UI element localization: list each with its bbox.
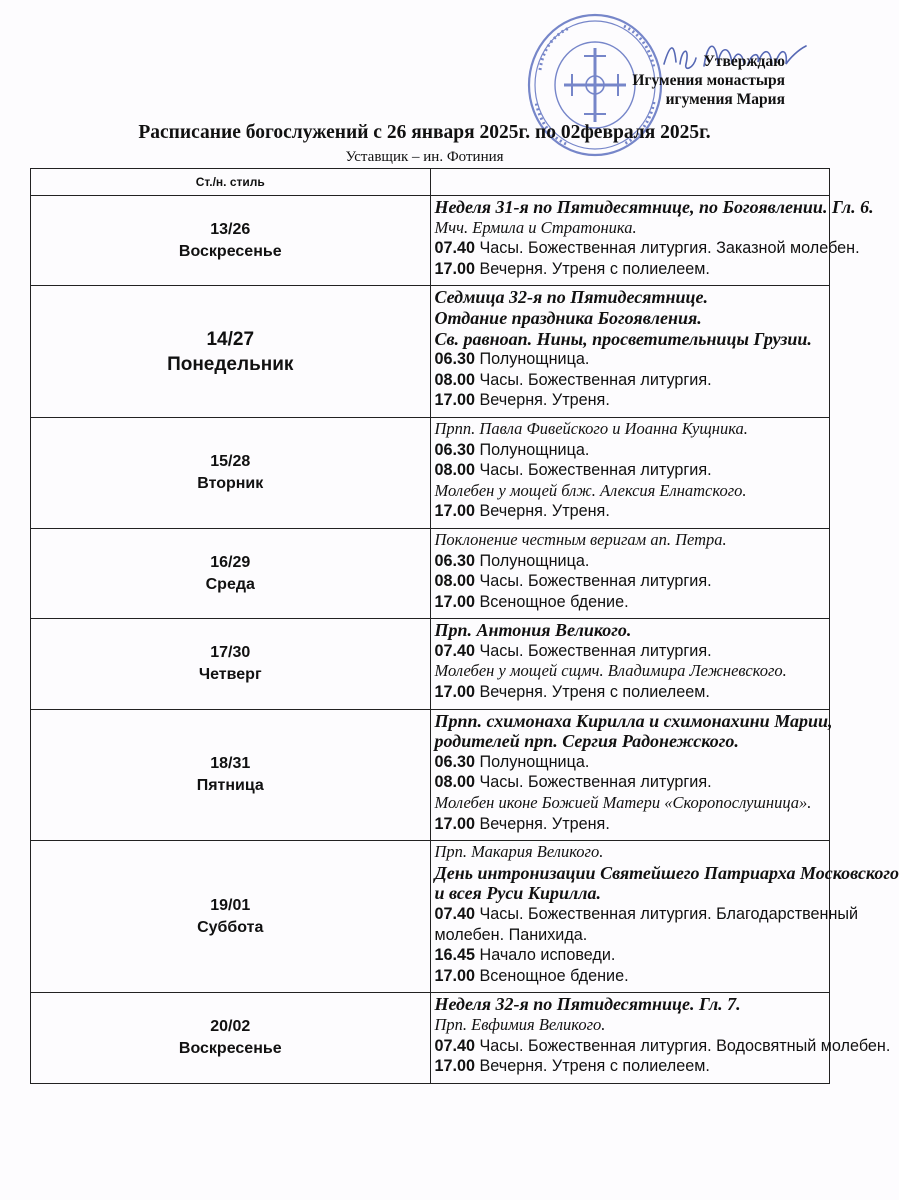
service-line — [435, 460, 830, 481]
service-text: Часы. Божественная литургия. — [475, 370, 712, 389]
day-date: 18/31 — [210, 754, 251, 772]
approval-line-3: игумения Мария — [665, 91, 785, 108]
day-cell — [31, 528, 431, 618]
service-time: 06.30 — [434, 350, 476, 369]
feast-line: и всея Руси Кирилла. — [434, 883, 602, 904]
page-subtitle: Уставщик – ин. Фотиния — [345, 149, 504, 165]
approval-line-1: Утверждаю — [703, 53, 785, 70]
day-weekday: Понедельник — [167, 353, 294, 375]
service-text: Часы. Божественная литургия. — [475, 641, 712, 660]
schedule-table — [30, 168, 899, 1084]
feast-line: Молебен у мощей блж. Алексия Елнатского. — [434, 480, 747, 500]
day-weekday: Пятница — [196, 776, 264, 794]
service-time: 06.30 — [434, 551, 476, 570]
service-time: 17.00 — [434, 814, 476, 833]
feast-line: Поклонение честным веригам ап. Петра. — [434, 529, 727, 549]
service-time: 08.00 — [434, 572, 476, 591]
service-time: 06.30 — [434, 440, 476, 459]
feast-line: Прп. Макария Великого. — [434, 842, 604, 862]
service-time: 07.40 — [434, 239, 476, 258]
service-text: Всенощное бдение. — [475, 966, 629, 985]
service-text: Часы. Божественная литургия. — [475, 461, 712, 480]
day-weekday: Суббота — [197, 918, 264, 936]
service-text: Полунощница. — [475, 350, 590, 369]
approval-line-2: Игумения монастыря — [632, 72, 785, 89]
service-line — [434, 1036, 891, 1057]
table-row — [31, 286, 830, 418]
day-date: 19/01 — [210, 896, 251, 914]
feast-line: День интронизации Святейшего Патриарха Московского — [434, 862, 899, 883]
service-text: Полунощница. — [475, 440, 590, 459]
service-line — [435, 370, 830, 391]
feast-line: Молебен иконе Божией Матери «Скоропослушница». — [434, 793, 812, 813]
approval-block — [632, 52, 785, 109]
feast-line: Св. равноап. Нины, просветительницы Грузии. — [434, 328, 812, 349]
services-cell — [430, 417, 830, 528]
service-text: Часы. Божественная литургия. — [475, 572, 712, 591]
day-weekday: Вторник — [197, 474, 264, 492]
service-time: 06.30 — [434, 752, 476, 771]
service-line — [435, 1056, 830, 1077]
table-row — [31, 196, 830, 286]
service-time: 17.00 — [434, 966, 476, 985]
service-time: 17.00 — [434, 502, 476, 521]
service-text: Вечерня. Утреня с полиелеем. — [475, 683, 710, 702]
services-cell — [430, 528, 830, 618]
service-text: Вечерня. Утреня. — [475, 502, 610, 521]
service-text: Вечерня. Утреня с полиелеем. — [475, 1057, 710, 1076]
service-time: 08.00 — [434, 461, 476, 480]
services-cell — [430, 286, 830, 418]
service-text: Начало исповеди. — [475, 946, 616, 965]
day-cell — [31, 196, 431, 286]
day-date: 17/30 — [210, 643, 251, 661]
page-title: Расписание богослужений с 26 января 2025г. по 02февраля 2025г. — [138, 122, 711, 143]
services-cell — [430, 196, 874, 286]
service-line — [435, 772, 830, 793]
service-line — [435, 814, 830, 835]
service-line — [435, 752, 830, 773]
service-time: 17.00 — [434, 592, 476, 611]
service-line — [435, 390, 830, 411]
feast-line: Седмица 32-я по Пятидесятнице. — [434, 287, 708, 308]
service-time: 16.45 — [434, 946, 476, 965]
service-text: Вечерня. Утреня. — [475, 814, 610, 833]
services-cell — [430, 619, 830, 709]
service-line — [435, 259, 830, 280]
table-row — [31, 993, 830, 1083]
services-cell — [430, 709, 833, 841]
service-time: 08.00 — [434, 773, 476, 792]
service-time: 07.40 — [434, 1036, 476, 1055]
service-time: 17.00 — [434, 1057, 476, 1076]
service-text: Часы. Божественная литургия. — [475, 773, 712, 792]
service-line — [434, 904, 859, 925]
feast-line: Мчч. Ермила и Стратоника. — [434, 217, 637, 237]
services-cell — [430, 993, 891, 1083]
feast-line: Прпп. Павла Фивейского и Иоанна Кущника. — [434, 418, 748, 438]
service-time: 17.00 — [434, 259, 476, 278]
service-line — [435, 440, 830, 461]
feast-line: Прпп. схимонаха Кирилла и схимонахини Марии, — [434, 710, 833, 731]
service-text: Часы. Божественная литургия. Водосвятный молебен. — [475, 1036, 891, 1055]
service-time: 17.00 — [434, 683, 476, 702]
service-text: Всенощное бдение. — [475, 592, 629, 611]
day-date: 14/27 — [206, 328, 255, 350]
service-time: 07.40 — [434, 905, 476, 923]
service-line — [435, 966, 830, 987]
service-line — [435, 682, 830, 703]
service-line — [435, 551, 830, 572]
day-date: 20/02 — [210, 1018, 251, 1036]
service-time: 07.40 — [434, 641, 476, 660]
day-cell — [31, 841, 431, 993]
feast-line: Прп. Евфимия Великого. — [434, 1014, 606, 1034]
day-weekday: Среда — [205, 575, 255, 593]
day-date: 13/26 — [210, 220, 251, 238]
service-line — [435, 501, 830, 522]
table-row — [31, 619, 830, 709]
service-text: Полунощница. — [475, 752, 590, 771]
day-cell — [31, 993, 431, 1083]
feast-line: родителей прп. Сергия Радонежского. — [434, 731, 739, 752]
service-time: 17.00 — [434, 391, 476, 410]
service-time: 08.00 — [434, 370, 476, 389]
feast-line: Неделя 31-я по Пятидесятнице, по Богоявлении. Гл. 6. — [434, 197, 874, 217]
day-cell — [31, 619, 431, 709]
service-line — [435, 571, 830, 592]
service-line — [435, 592, 830, 613]
service-text: Вечерня. Утреня с полиелеем. — [475, 259, 710, 278]
day-weekday: Воскресенье — [178, 1040, 282, 1058]
services-cell — [430, 841, 899, 993]
service-text: Часы. Божественная литургия. Заказной молебен. — [475, 239, 860, 258]
day-cell — [31, 286, 431, 418]
day-weekday: Воскресенье — [178, 242, 282, 260]
day-cell — [31, 709, 431, 841]
feast-line: Неделя 32-я по Пятидесятнице. Гл. 7. — [434, 994, 741, 1015]
day-cell — [31, 417, 431, 528]
service-text: Вечерня. Утреня. — [475, 391, 610, 410]
feast-line: Прп. Антония Великого. — [434, 620, 632, 641]
column-header-empty — [430, 169, 830, 196]
day-weekday: Четверг — [198, 665, 262, 683]
service-line — [435, 641, 830, 662]
service-line — [435, 349, 830, 370]
table-row — [31, 528, 830, 618]
service-text: Часы. Божественная литургия. Благодарственный — [475, 905, 859, 923]
service-text: Полунощница. — [475, 551, 590, 570]
table-row — [31, 709, 830, 841]
table-row — [31, 841, 830, 993]
column-header-style: Ст./н. стиль — [31, 169, 431, 196]
day-date: 16/29 — [210, 553, 251, 571]
service-continuation: молебен. Панихида. — [434, 925, 588, 944]
table-row — [31, 417, 830, 528]
feast-line: Отдание праздника Богоявления. — [434, 307, 702, 328]
table-header-row — [31, 169, 830, 196]
service-line — [434, 238, 860, 259]
feast-line: Молебен у мощей сщмч. Владимира Лежневского. — [434, 661, 787, 681]
service-line — [435, 945, 830, 966]
day-date: 15/28 — [210, 452, 251, 470]
